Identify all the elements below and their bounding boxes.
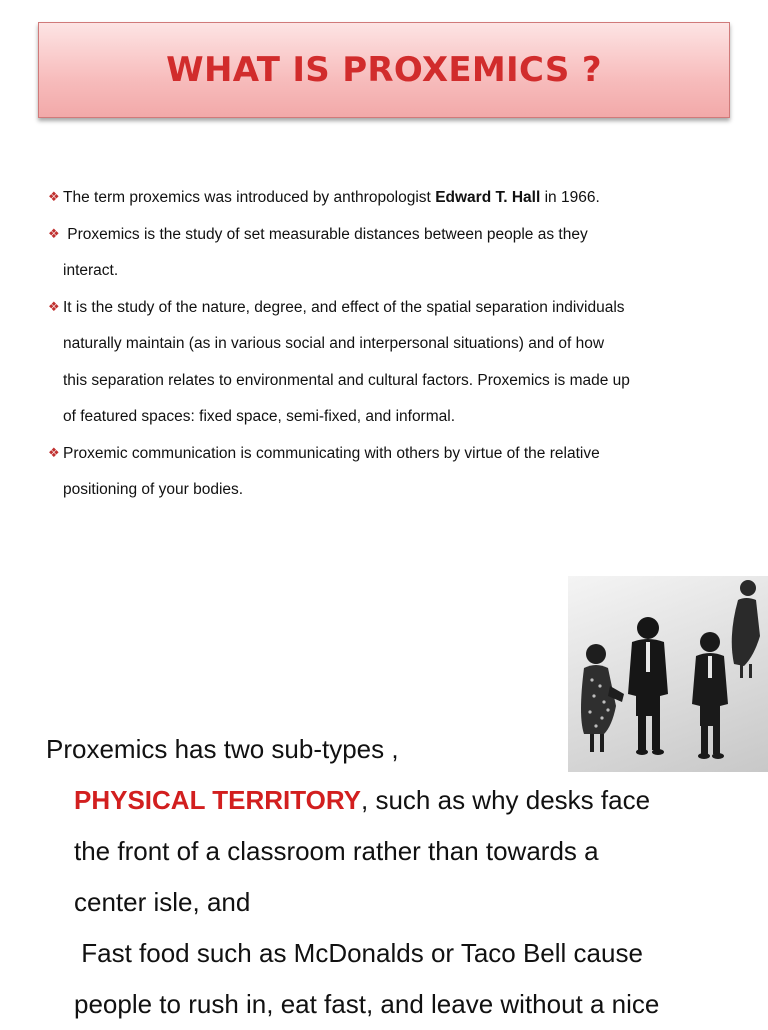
bullet-item-3 (48, 290, 738, 436)
bullet-2-line-1: Proxemics is the study of set measurable distances between people as they (63, 225, 588, 243)
bullet-4-line-1: Proxemic communication is communicating with others by virtue of the relative (63, 444, 600, 462)
bullet-item-4 (48, 436, 738, 509)
diamond-bullet-icon: ❖ (48, 190, 60, 205)
physical-territory-label: PHYSICAL TERRITORY (74, 785, 362, 815)
subtypes-line-3: the front of a classroom rather than towards a (74, 836, 599, 866)
diamond-bullet-icon: ❖ (48, 445, 60, 461)
bullet-3-line-2: naturally maintain (as in various social and interpersonal situations) and of how (63, 335, 605, 352)
diamond-bullet-icon: ❖ (48, 299, 60, 315)
bullet-item-2 (48, 217, 738, 290)
bullet-item-1 (48, 180, 738, 217)
subtypes-line-5: Fast food such as McDonalds or Taco Bell cause (74, 938, 643, 968)
bullet-1-text-bold: Edward T. Hall (435, 189, 541, 206)
physical-territory-desc: , such as why desks face (361, 785, 651, 815)
diamond-bullet-icon: ❖ (48, 226, 60, 242)
bullet-2-line-2: interact. (63, 262, 119, 279)
bullet-3-line-1: It is the study of the nature, degree, and effect of the spatial separation individuals (63, 298, 625, 316)
bullet-3-line-3: this separation relates to environmental and cultural factors. Proxemics is made up (63, 371, 630, 389)
subtypes-intro: Proxemics has two sub-types , (46, 734, 399, 764)
subtypes-section (46, 724, 736, 1030)
bullet-1-text-post: in 1966. (540, 189, 600, 206)
bullet-3-line-4: of featured spaces: fixed space, semi-fixed, and informal. (63, 408, 456, 425)
bullet-1-text-pre: The term proxemics was introduced by anthropologist (63, 189, 436, 206)
physical-territory-line (46, 775, 736, 826)
title-banner (38, 22, 730, 118)
bullet-list (48, 180, 738, 509)
bullet-4-line-2: positioning of your bodies. (63, 481, 244, 498)
slide-title: WHAT IS PROXEMICS ? (166, 50, 602, 90)
subtypes-line-4: center isle, and (74, 887, 251, 917)
subtypes-line-6: people to rush in, eat fast, and leave without a nice (74, 989, 660, 1019)
